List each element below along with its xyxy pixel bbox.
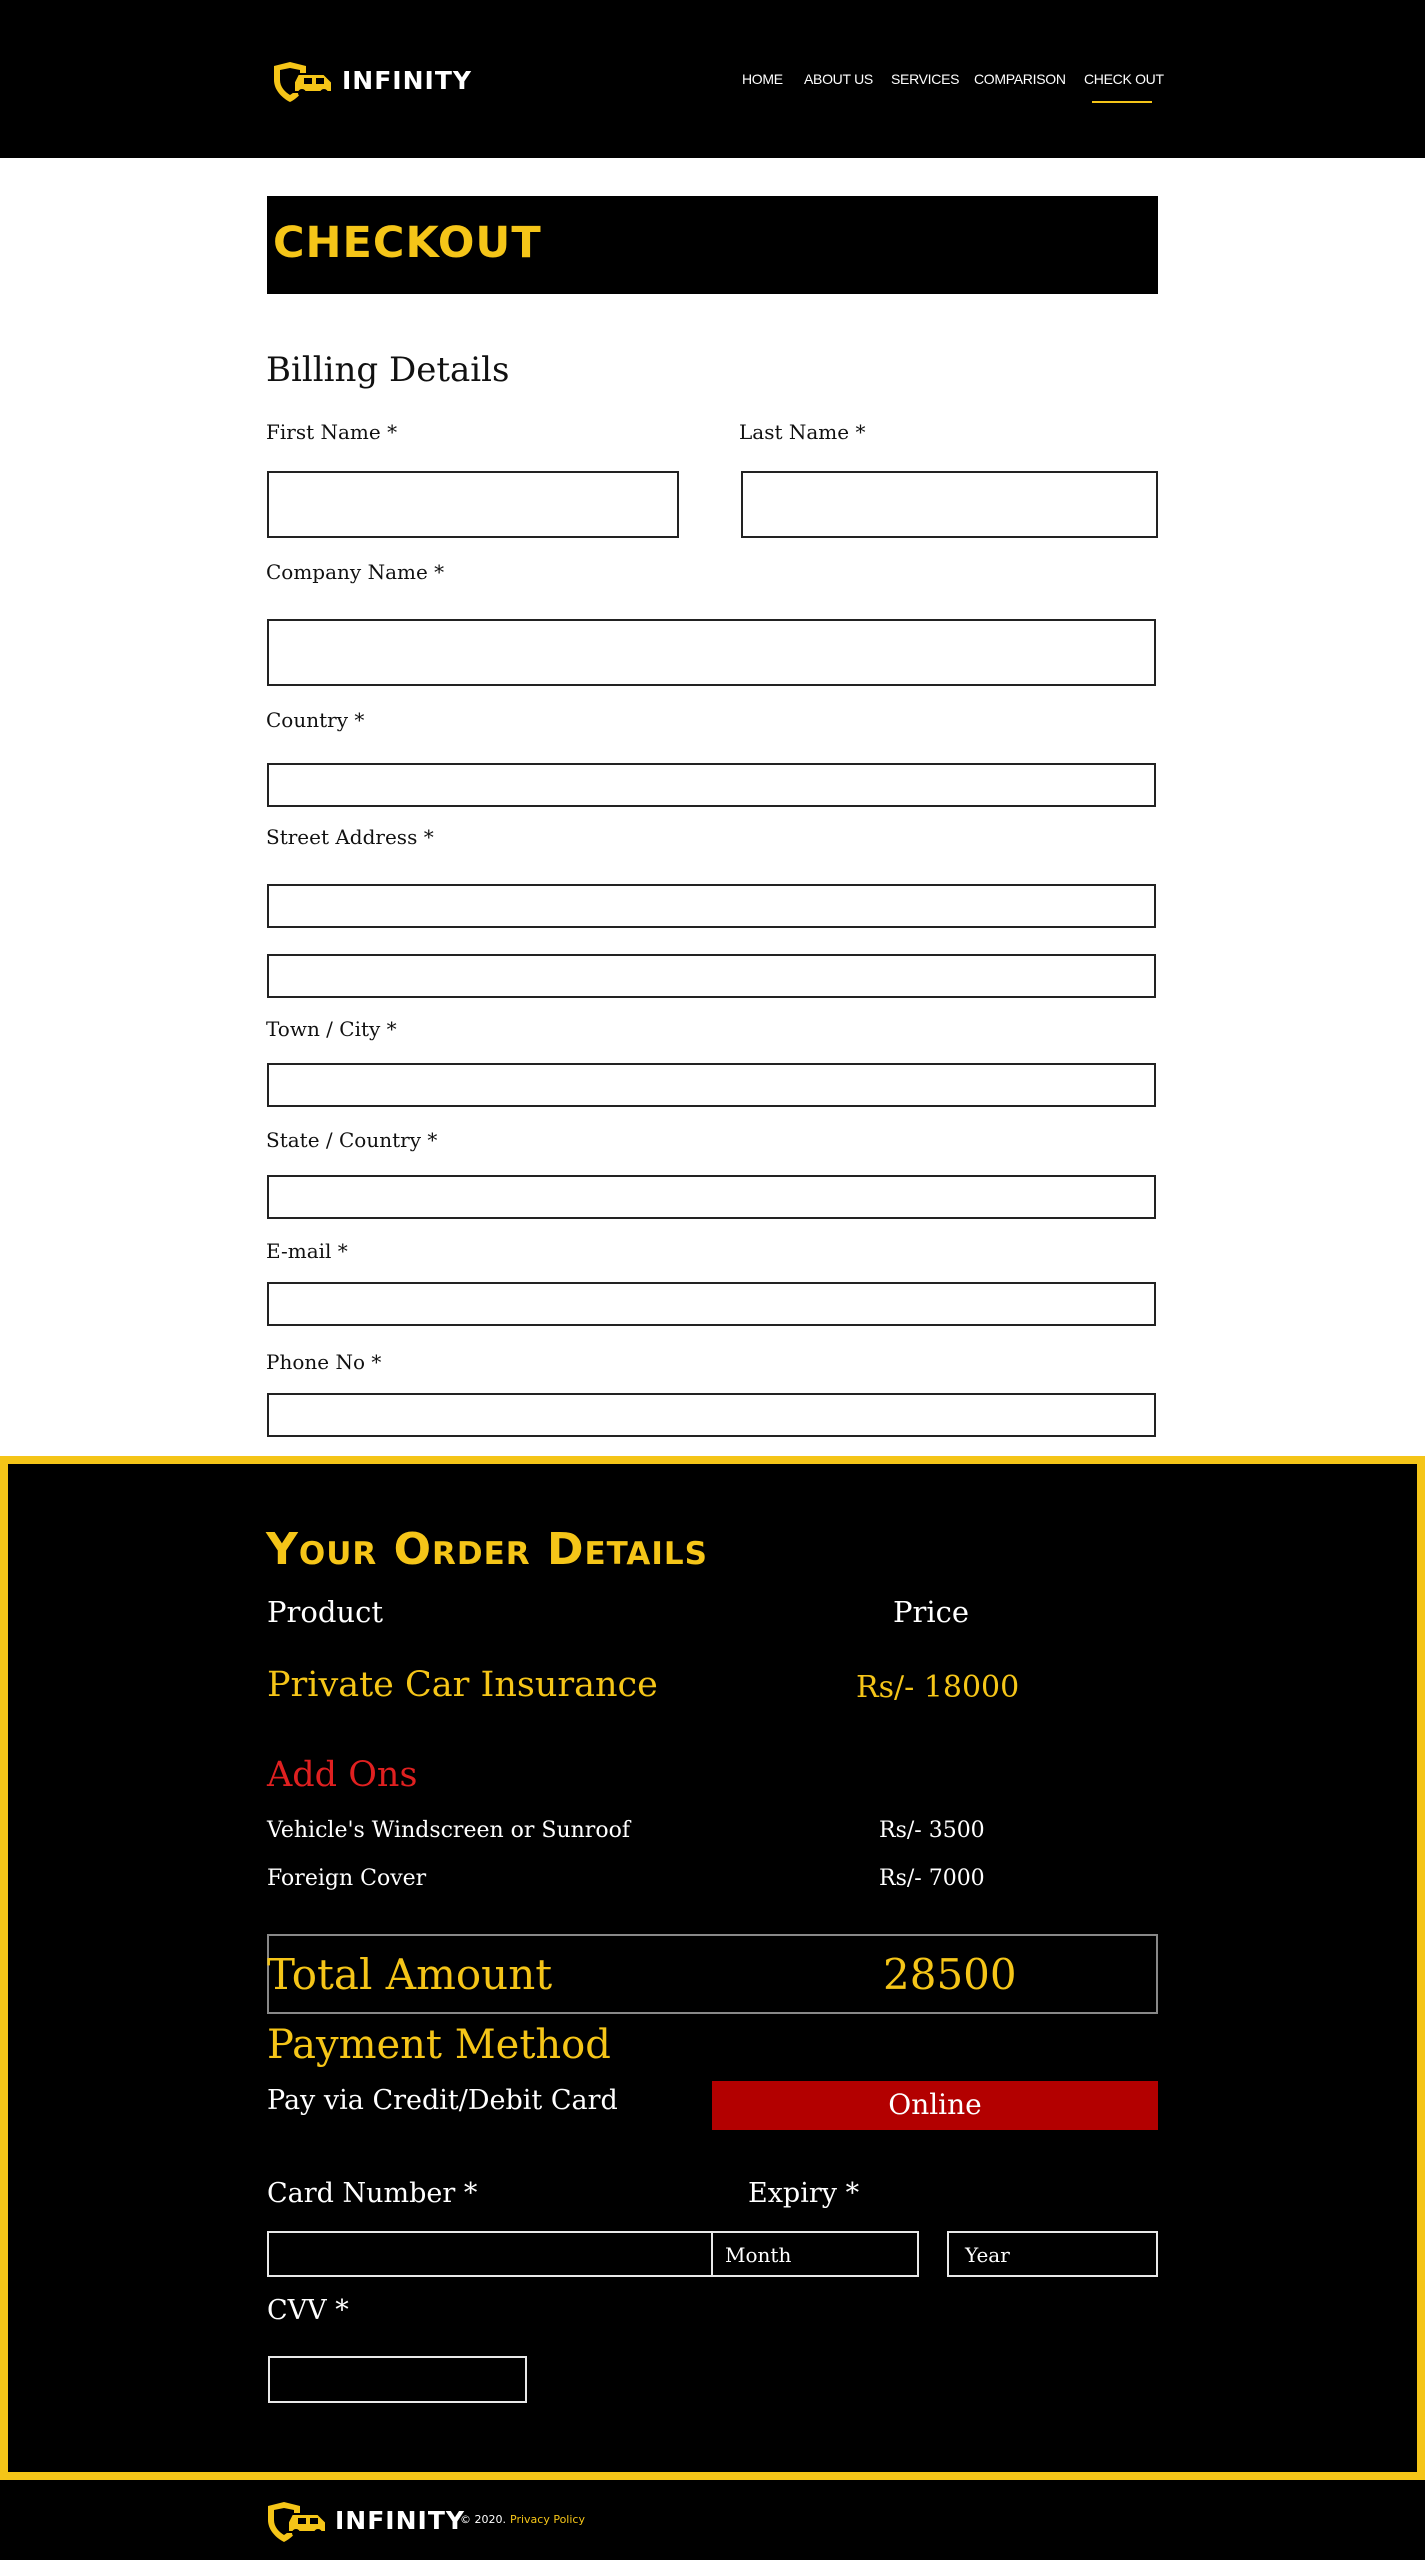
last-name-label: Last Name * — [739, 420, 866, 444]
nav-about-us[interactable]: ABOUT US — [804, 71, 873, 87]
addons-heading: Add Ons — [267, 1755, 418, 1795]
billing-heading: Billing Details — [266, 350, 510, 390]
street-address-line2-input[interactable] — [267, 954, 1156, 998]
logo[interactable] — [272, 60, 472, 104]
price-column-header: Price — [893, 1595, 970, 1629]
online-payment-button[interactable] — [712, 2081, 1158, 2130]
expiry-month-select[interactable] — [711, 2231, 919, 2277]
town-city-label: Town / City * — [266, 1017, 397, 1041]
product-name: Private Car Insurance — [267, 1665, 658, 1705]
cvv-input[interactable] — [268, 2356, 527, 2403]
nav-services[interactable]: SERVICES — [891, 71, 960, 87]
addon-price: Rs/- 7000 — [879, 1866, 985, 1891]
order-heading: Your Order Details — [266, 1524, 708, 1575]
cvv-label: CVV * — [267, 2295, 349, 2326]
email-label: E-mail * — [266, 1239, 348, 1263]
shield-car-icon — [272, 60, 336, 104]
street-address-label: Street Address * — [266, 825, 434, 849]
expiry-label: Expiry * — [748, 2178, 860, 2209]
shield-car-icon — [266, 2500, 330, 2544]
nav-home[interactable]: HOME — [742, 71, 783, 87]
year-placeholder: Year — [965, 2243, 1010, 2267]
company-name-input[interactable] — [267, 619, 1156, 686]
product-column-header: Product — [267, 1595, 383, 1629]
pay-via-card-label: Pay via Credit/Debit Card — [267, 2085, 618, 2116]
state-country-label: State / Country * — [266, 1128, 438, 1152]
addon-price: Rs/- 3500 — [879, 1818, 985, 1843]
last-name-input[interactable] — [741, 471, 1158, 538]
product-price: Rs/- 18000 — [856, 1670, 1020, 1705]
footer-brand-name: INFINITY — [335, 2506, 465, 2535]
company-name-label: Company Name * — [266, 560, 445, 584]
addon-name: Vehicle's Windscreen or Sunroof — [267, 1818, 630, 1843]
nav-checkout[interactable]: CHECK OUT — [1084, 71, 1164, 87]
brand-name: INFINITY — [342, 66, 472, 95]
total-amount-value: 28500 — [883, 1950, 1017, 1999]
site-footer — [0, 2480, 1425, 2560]
privacy-policy-link[interactable]: Privacy Policy — [510, 2513, 585, 2526]
month-placeholder: Month — [725, 2243, 792, 2267]
payment-method-heading: Payment Method — [267, 2022, 611, 2068]
first-name-label: First Name * — [266, 420, 398, 444]
addon-name: Foreign Cover — [267, 1866, 427, 1891]
state-country-input[interactable] — [267, 1175, 1156, 1219]
nav-active-underline — [1092, 101, 1152, 103]
street-address-line1-input[interactable] — [267, 884, 1156, 928]
footer-copyright: © 2020. — [460, 2513, 506, 2526]
expiry-year-select[interactable] — [947, 2231, 1158, 2277]
card-number-label: Card Number * — [267, 2178, 478, 2209]
card-number-input[interactable] — [267, 2231, 713, 2277]
country-input[interactable] — [267, 763, 1156, 807]
phone-input[interactable] — [267, 1393, 1156, 1437]
online-button-label: Online — [888, 2088, 982, 2121]
nav-comparison[interactable]: COMPARISON — [974, 71, 1066, 87]
phone-label: Phone No * — [266, 1350, 382, 1374]
total-amount-label: Total Amount — [267, 1950, 553, 1999]
town-city-input[interactable] — [267, 1063, 1156, 1107]
first-name-input[interactable] — [267, 471, 679, 538]
country-label: Country * — [266, 708, 365, 732]
page-title: CHECKOUT — [273, 218, 542, 268]
site-header — [0, 0, 1425, 158]
email-input[interactable] — [267, 1282, 1156, 1326]
